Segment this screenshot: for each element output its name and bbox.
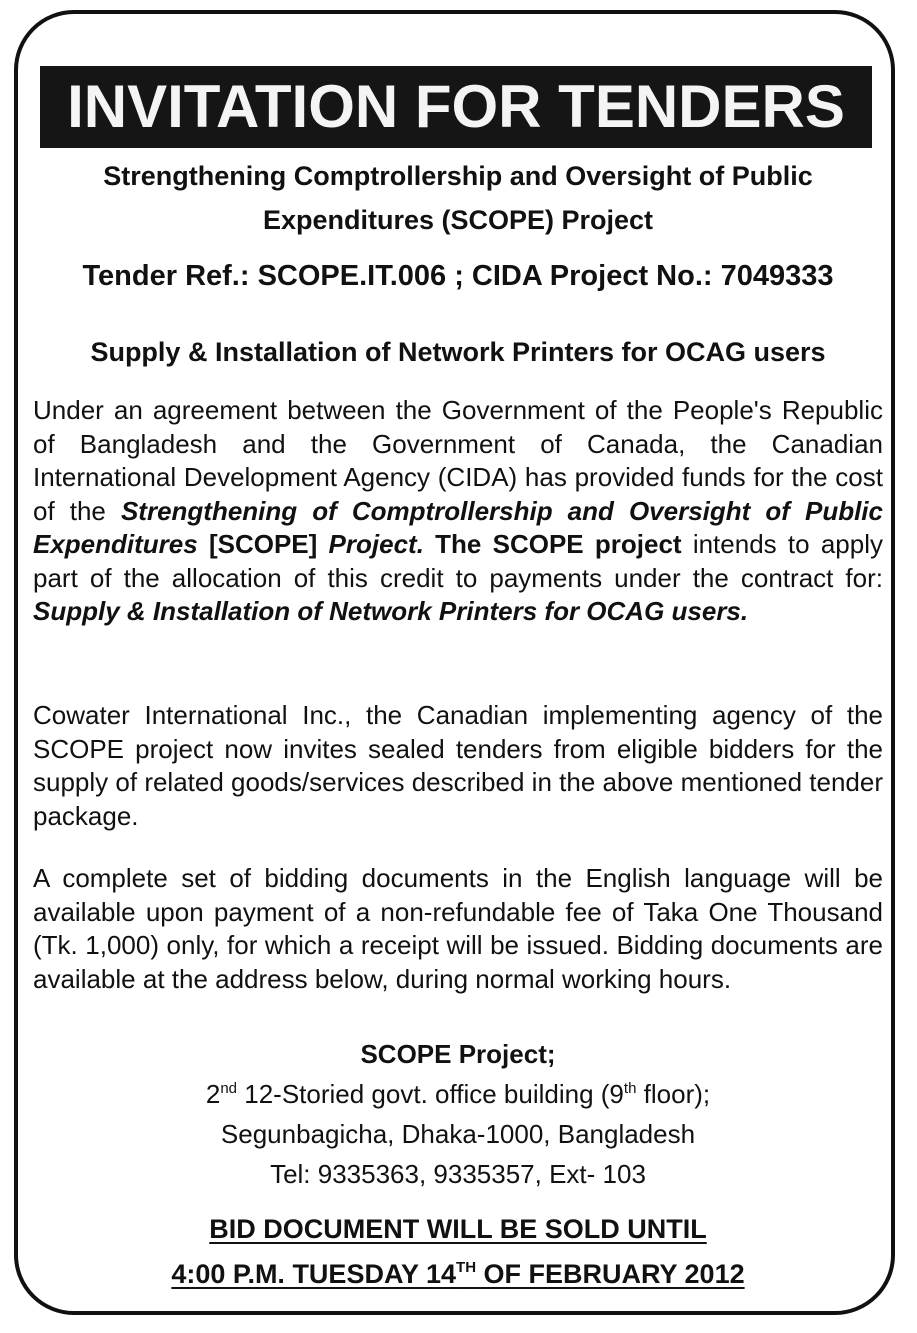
tender-reference: Tender Ref.: SCOPE.IT.006 ; CIDA Project No.: 7049333 (82, 260, 834, 292)
project-title (40, 154, 876, 242)
address-line-1 (40, 1074, 876, 1114)
deadline-date-end: OF FEBRUARY 2012 (476, 1259, 745, 1289)
contact-address (40, 1034, 876, 1194)
agreement-middle: intends to apply part of the allocation of this credit to payments under the contract for: (33, 529, 883, 593)
agreement-intro: Under an agreement between the Government of the People's Republic of Bangladesh and the Government of Canada, the Canadian International Development Agency (CIDA) has provided funds for the cost of the (33, 395, 883, 526)
contract-name: Supply & Installation of Network Printers for OCAG users. (33, 596, 749, 626)
address-title: SCOPE Project; (360, 1039, 556, 1069)
building-description: 12-Storied govt. office building (9 (237, 1079, 624, 1109)
deadline-line-2 (40, 1252, 876, 1296)
deadline-line-1 (40, 1207, 876, 1251)
paragraph-bidding-documents: A complete set of bidding documents in the English language will be available upon payment of a non-refundable fee of Taka One Thousand (Tk. 1,000) only, for which a receipt will be issued. Bidding documents are available at the address below, during normal working hours. (33, 863, 883, 994)
scope-project: The SCOPE project (423, 529, 682, 559)
ordinal-suffix: nd (220, 1080, 238, 1097)
project-title-line-2: Expenditures (SCOPE) Project (262, 205, 654, 235)
address-line-2: Segunbagicha, Dhaka-1000, Bangladesh (220, 1119, 696, 1149)
supply-title: Supply & Installation of Network Printers for OCAG users (90, 337, 826, 367)
address-phone: Tel: 9335363, 9335357, Ext- 103 (270, 1159, 646, 1189)
floor-number: 2 (205, 1079, 221, 1109)
floor-label: floor); (636, 1079, 711, 1109)
deadline-heading: BID DOCUMENT WILL BE SOLD UNTIL (209, 1214, 707, 1244)
paragraph-agreement (33, 394, 883, 629)
project-word: Project. (328, 529, 424, 559)
deadline-date-start: 4:00 P.M. TUESDAY 14 (171, 1259, 457, 1289)
deadline-date (171, 1259, 744, 1289)
project-title-line-1: Strengthening Comptrollership and Oversight of Public (103, 161, 813, 191)
page-title: INVITATION FOR TENDERS (40, 66, 872, 148)
ordinal-suffix-2: th (623, 1080, 637, 1097)
deadline-ordinal: TH (456, 1259, 477, 1276)
scope-bracket: [SCOPE] (197, 529, 329, 559)
paragraph-invitation: Cowater International Inc., the Canadian implementing agency of the SCOPE project now invites sealed tenders from eligible bidders for the supply of related goods/services described in the above mentioned tender package. (33, 700, 883, 831)
project-name: Strengthening of Comptrollership and Oversight of Public Expenditures (33, 495, 883, 559)
